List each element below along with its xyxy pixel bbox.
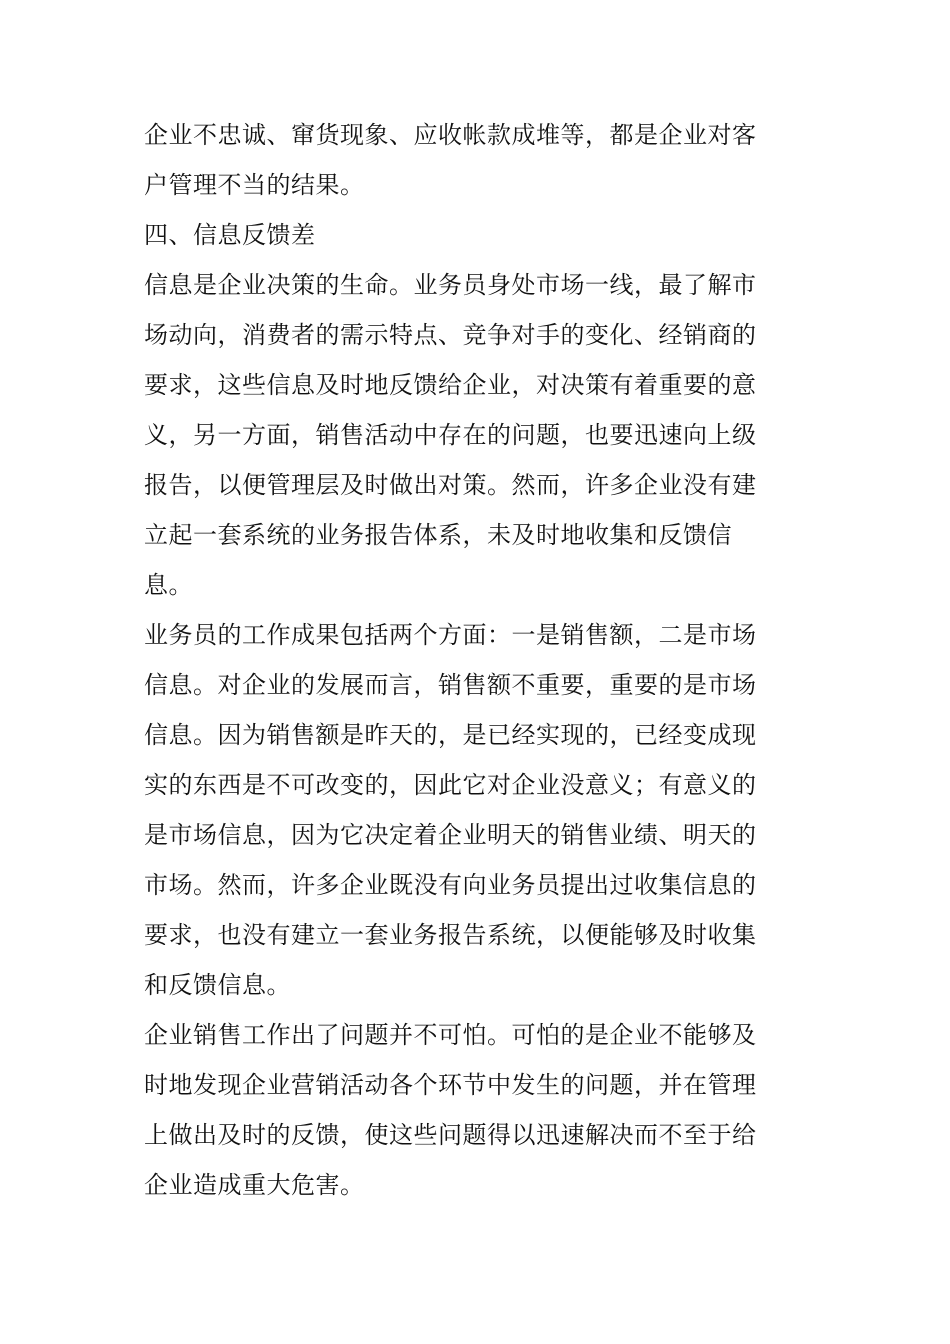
paragraph-line: 企业销售工作出了问题并不可怕。可怕的是企业不能够及 [144,1021,757,1049]
paragraph-line: 要求，这些信息及时地反馈给企业，对决策有着重要的意 [144,371,757,399]
paragraph-line: 信息是企业决策的生命。业务员身处市场一线，最了解市 [144,271,757,299]
paragraph-line: 息。 [144,571,193,599]
paragraph-line: 企业造成重大危害。 [144,1171,365,1199]
paragraph-line: 时地发现企业营销活动各个环节中发生的问题，并在管理 [144,1071,757,1099]
paragraph-line: 上做出及时的反馈，使这些问题得以迅速解决而不至于给 [144,1121,757,1149]
paragraph-line: 业务员的工作成果包括两个方面：一是销售额，二是市场 [144,621,757,649]
paragraph-line: 和反馈信息。 [144,971,291,999]
paragraph-line: 实的东西是不可改变的，因此它对企业没意义；有意义的 [144,771,757,799]
paragraph-line: 信息。对企业的发展而言，销售额不重要，重要的是市场 [144,671,757,699]
paragraph-line: 户管理不当的结果。 [144,171,365,199]
paragraph-line: 信息。因为销售额是昨天的，是已经实现的，已经变成现 [144,721,757,749]
paragraph-line: 报告，以便管理层及时做出对策。然而，许多企业没有建 [144,471,757,499]
paragraph-line: 是市场信息，因为它决定着企业明天的销售业绩、明天的 [144,821,757,849]
paragraph-line: 义，另一方面，销售活动中存在的问题，也要迅速向上级 [144,421,757,449]
paragraph-line: 要求，也没有建立一套业务报告系统，以便能够及时收集 [144,921,757,949]
paragraph-line: 市场。然而，许多企业既没有向业务员提出过收集信息的 [144,871,757,899]
paragraph-line: 场动向，消费者的需示特点、竞争对手的变化、经销商的 [144,321,757,349]
section-heading: 四、信息反馈差 [144,221,316,249]
document-body [144,110,784,1210]
paragraph-line: 立起一套系统的业务报告体系，未及时地收集和反馈信 [144,521,732,549]
paragraph-line: 企业不忠诚、窜货现象、应收帐款成堆等，都是企业对客 [144,121,757,149]
